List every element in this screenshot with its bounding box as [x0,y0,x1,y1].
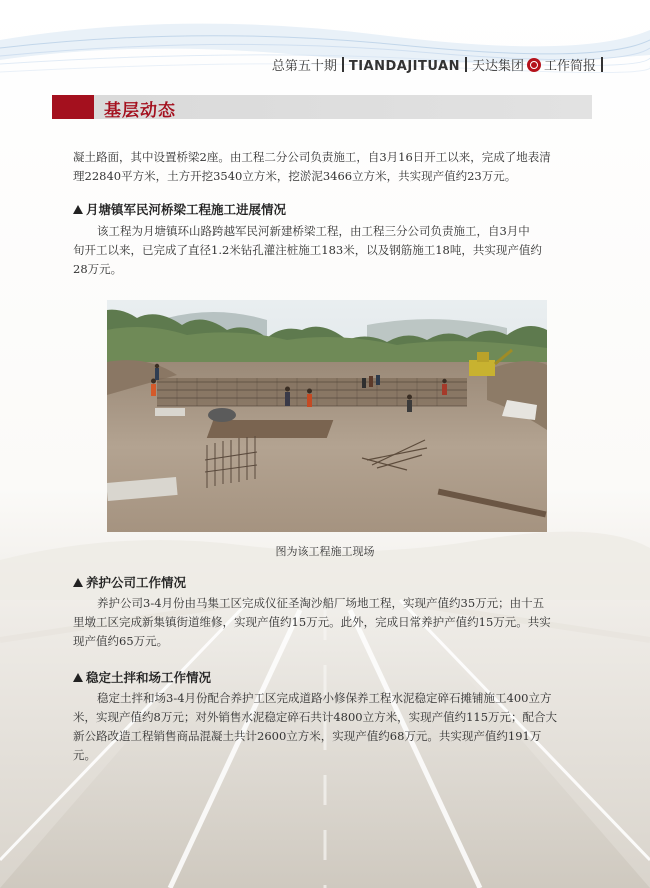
paragraph-line: 新公路改造工程销售商品混凝土共计2600立方米，实现产值约68万元。共实现产值约191万 [73,729,542,743]
mixing-section-heading [73,668,211,686]
triangle-bullet-icon [73,673,83,682]
triangle-bullet-icon [73,578,83,587]
section-accent-block [52,95,94,119]
heading-text: 稳定土拌和场工作情况 [86,670,212,685]
section-title-bar [52,95,592,119]
paragraph-line: 该工程为月塘镇环山路跨越军民河新建桥梁工程，由工程三分公司负责施工，自3月中 [97,224,530,238]
header-wave-decoration [0,0,650,90]
paragraph-line: 养护公司3-4月份由马集工区完成仪征圣淘沙船厂场地工程，实现产值约35万元；由十五 [97,596,545,610]
paragraph-line: 元。 [73,748,96,762]
intro-paragraph [73,148,578,186]
header-divider [601,57,603,72]
header-divider [465,57,467,72]
paragraph-line: 28万元。 [73,262,123,276]
photo-caption: 图为该工程施工现场 [275,545,375,558]
bridge-paragraph [73,222,578,279]
paragraph-line: 稳定土拌和场3-4月份配合养护工区完成道路小修保养工程水泥稳定碎石摊铺施工400立方 [97,691,552,705]
paragraph-line: 旬开工以来，已完成了直径1.2米钻孔灌注桩施工183米，以及钢筋施工18吨，共实现产值约 [73,243,542,257]
construction-site-photo [107,300,547,532]
brand-chinese: 天达集团 [471,59,524,74]
publication-name: 工作简报 [543,59,596,74]
paragraph-line: 里墩工区完成新集镇街道维修，实现产值约15万元。此外，完成日常养护产值约15万元。共实 [73,615,551,629]
issue-number: 总第五十期 [271,59,337,74]
mixing-paragraph [73,689,578,765]
maintenance-paragraph [73,594,578,651]
maintenance-section-heading [73,573,186,591]
header-divider [342,57,344,72]
company-logo-icon [527,58,541,72]
paragraph-line: 凝土路面，其中设置桥梁2座。由工程二分公司负责施工，自3月16日开工以来，完成了地表清 [73,150,551,164]
heading-text: 养护公司工作情况 [86,575,187,590]
paragraph-line: 理22840平方米，土方开挖3540立方米，挖淤泥3466立方米，共实现产值约23万元。 [73,169,517,183]
page-header [272,55,608,74]
paragraph-line: 米，实现产值约8万元；对外销售水泥稳定碎石共计4800立方米，实现产值约115万元；配合大 [73,710,558,724]
bridge-section-heading [73,200,286,218]
paragraph-line: 现产值约65万元。 [73,634,169,648]
triangle-bullet-icon [73,205,83,214]
brand-english: TIANDAJITUAN [348,59,460,74]
heading-text: 月塘镇军民河桥梁工程施工进展情况 [86,202,287,217]
section-title: 基层动态 [104,101,176,121]
